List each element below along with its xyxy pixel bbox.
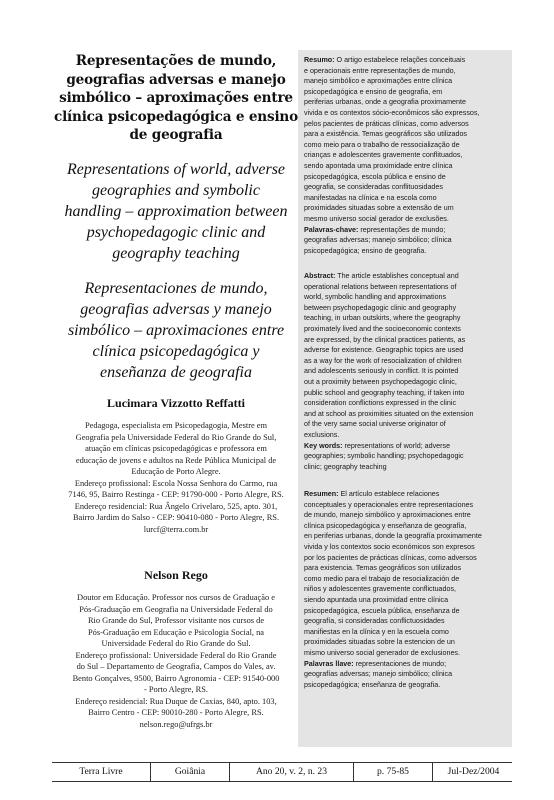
author-bio (52, 420, 300, 535)
abstract-line: niños y adolescentes gravemente conflictuados, (304, 585, 457, 594)
abstract-line: en periferias urbanas, donde la geografía proximamente (304, 532, 482, 541)
author-email[interactable]: lurcf@terra.com.br (143, 524, 209, 534)
abstract-line: como medio para el trabajo de resocialización de (304, 574, 460, 583)
bio-line: Pós-Graduação em Geografia na Universidade Federal do (79, 604, 273, 614)
title-line: Representations of world, adverse (66, 160, 286, 178)
keywords-line: representations of world; adverse (342, 441, 451, 450)
title-english (52, 159, 300, 264)
bio-line: Bairro Centro - CEP: 90010-280 - Porto Alegre, RS. (88, 708, 264, 717)
author-email[interactable]: nelson.rego@ufrgs.br (139, 719, 213, 729)
abstract-line: O artigo estabelece relações conceituais (334, 56, 466, 64)
title-line: Representaciones de mundo, (84, 279, 268, 297)
bio-line: Endereço profissional: Universidade Federal do Rio Grande (75, 650, 277, 660)
keywords-line: clinic; geography teaching (304, 462, 387, 471)
keywords-label: Palavras llave: (304, 659, 354, 668)
abstract-line: manifiestas en la clínica y en la escuela como (304, 627, 449, 636)
title-line: enseñanza de geografia (100, 363, 252, 381)
title-portuguese (52, 52, 300, 145)
abstract-line: pelos pacientes de práticas clínicas, como adversos (304, 119, 469, 128)
abstract-line: crianças e adolescentes gravemente conflituados, (304, 151, 463, 160)
abstract-line: out a proximity between psychopedagogic clinic, (304, 377, 457, 386)
bio-line: Pedagoga, especialista em Psicopedagogia, Mestre em (84, 421, 268, 430)
abstract-line: teaching, in urban outskirts, where the geography (304, 314, 461, 323)
author-bio (52, 592, 300, 730)
bio-line: Doutor em Educação. Professor nos cursos de Graduação e (77, 593, 275, 602)
author-name: Lucimara Vizzotto Reffatti (107, 396, 245, 410)
abstract-line: between psychopedagogic clinic and geography (304, 303, 457, 312)
abstract-line: psicopedagógica, escola pública e ensino de (304, 172, 446, 181)
abstract-line: sendo apontada uma proximidade entre clínica (304, 161, 453, 170)
keywords-line: representações de mundo; (358, 225, 446, 234)
bio-line: Educação de Porto Alegre. (131, 467, 221, 476)
abstract-line: consideration conflictions expressed in the clinic (304, 399, 457, 408)
footer-volume: Ano 20, v. 2, n. 23 (230, 763, 354, 781)
abstract-line: public school and geography teaching, if taken into (304, 388, 465, 397)
bio-line: Endereço residencial: Rua Duque de Caxias, 840, apto. 103, (75, 696, 277, 706)
abstract-line: manifestadas na clínica e na escola como (304, 193, 437, 202)
abstract-line: clínica psicopedagógica y enseñanza de geografía, (304, 521, 467, 530)
bio-line: Endereço residencial: Rua Ângelo Crivelaro, 525, apto. 301, (74, 501, 278, 511)
resumo-block (304, 55, 507, 256)
title-line: geografias adversas y manejo (80, 300, 272, 318)
title-line: geografias adversas e manejo (66, 71, 286, 88)
footer-pages: p. 75-85 (354, 763, 433, 781)
keywords-line: geografías adversas; manejo simbólico; clínica (304, 670, 453, 679)
footer-journal: Terra Livre (52, 763, 151, 781)
bio-line: Bairro Jardim do Salso - CEP: 90410-080 - Porto Alegre, RS. (72, 513, 280, 522)
title-line: geography teaching (112, 244, 240, 262)
journal-footer (52, 762, 512, 782)
abstract-line: are expressed, by the clinical practices patients, as (304, 335, 466, 344)
bio-line: Bento Gonçalves, 9500, Bairro Agronomia - CEP: 91540-000 (72, 673, 280, 683)
abstract-line: manejo simbólico e aproximações entre clínica (304, 77, 453, 86)
title-line: de geografia (129, 127, 223, 143)
bio-line: - Porto Alegre, RS. (144, 685, 208, 694)
abstract-line: conceptuales y operacionales entre representaciones (304, 500, 474, 509)
abstract-line: e operacionais entre representações de mundo, (304, 66, 456, 75)
title-line: handling – approximation between (64, 202, 288, 220)
bio-line: Universidade Federal do Rio Grande do Sul. (101, 639, 251, 648)
abstract-line: proximidades situadas sobre a extensão de um (304, 204, 454, 213)
resumen-label: Resumen: (304, 490, 339, 498)
title-line: Representações de mundo, (75, 53, 277, 69)
abstract-line: proximidades situadas sobre la estencion de un (304, 638, 455, 647)
resumen-block (304, 489, 507, 690)
abstract-line: por los pacientes de prácticas clínicas, como adversos (304, 553, 477, 562)
keywords-line: psicopedagógica; ensino de geografia. (304, 246, 427, 255)
abstract-line: para existencia. Temas geográficos son utilizados (304, 564, 462, 573)
abstract-line: mismo universo social generador de exclusiones. (304, 648, 460, 657)
abstract-line: como meio para o trabalho de ressocialização de (304, 140, 460, 149)
abstract-line: operational relations between representations of (304, 282, 457, 291)
abstract-line: exclusions. (304, 430, 340, 439)
keywords-label: Palavras-chave: (304, 225, 359, 234)
title-line: geographies and symbolic (92, 181, 260, 199)
abstract-line: para a existência. Temas geográficos são utilizados (304, 130, 468, 139)
author-block-1 (52, 396, 300, 535)
abstract-line: The article establishes conceptual and (335, 272, 459, 280)
abstract-line: mesmo universo social gerador de exclusões. (304, 214, 449, 223)
keywords-line: psicopedagógica; enseñanza de geografia. (304, 680, 441, 689)
bio-line: Pós-Graduação em Educação e Psicologia Social, na (87, 627, 265, 637)
abstract-line: as a way for the work of resocialization of children (304, 356, 462, 365)
author-block-2 (52, 568, 300, 730)
abstract-line: psicopedagógica, escuela pública, enseñanza de (304, 606, 460, 615)
keywords-line: geographies; symbolic handling; psychopedagogic (304, 452, 464, 461)
abstract-line: proximately lived and the socioeconomic contexts (304, 324, 461, 333)
bio-line: Geografia pela Universidade Federal do Rio Grande do Sul, (75, 432, 277, 442)
title-line: clínica psicopedagógica e ensino (54, 108, 298, 125)
abstract-line: El artículo establece relaciones (338, 490, 440, 498)
abstract-line: psicopedagógica e ensino de geografia, em (304, 87, 443, 96)
bio-line: Rio Grande do Sul, Professor visitante nos cursos de (87, 616, 265, 625)
abstract-line: world, symbolic handling and approximations (304, 293, 447, 302)
abstract-line: adverse for existence. Geographic topics are used (304, 346, 464, 355)
abstract-line: vivida y los contextos socio económicos son expresos (304, 542, 475, 551)
footer-date: Jul-Dez/2004 (447, 766, 500, 777)
abstract-line: geografia, se consideradas conflituosidades (304, 183, 443, 192)
abstract-line: de mundo, manejo simbólico y aproximaciones entre (304, 511, 471, 520)
title-line: simbólico – aproximaciones entre (67, 321, 285, 339)
title-line: psychopedagogic clinic and (86, 223, 266, 241)
bio-line: educação de jovens e adultos na Rede Pública Municipal de (75, 455, 277, 465)
titles-column (52, 52, 300, 383)
abstract-line: and adolescents seriously in conflict. It is pointed (304, 367, 459, 376)
abstract-line: geografía, si consideradas conflictuosidades (304, 617, 445, 626)
title-line: clínica psicopedagógica y (92, 342, 260, 360)
abstract-label: Abstract: (304, 272, 336, 280)
abstract-line: siendo apuntada una proximidad entre clínica (304, 595, 449, 604)
abstract-line: vivida e os contextos sócio-econômicos são expressos, (304, 108, 480, 117)
keywords-label: Key words: (304, 441, 343, 450)
title-spanish (52, 278, 300, 383)
resumo-label: Resumo: (304, 56, 335, 64)
bio-line: 7146, 95, Bairro Restinga - CEP: 91790-000 - Porto Alegre, RS. (68, 490, 284, 499)
abstracts-panel (298, 50, 512, 747)
bio-line: Endereço profissional: Escola Nossa Senhora do Carmo, rua (74, 478, 278, 488)
abstract-block (304, 271, 507, 472)
author-name: Nelson Rego (144, 568, 208, 582)
keywords-line: representaciones de mundo; (353, 659, 447, 668)
bio-line: atuação em clínicas psicopedagógicas e professora em (85, 444, 267, 453)
abstract-line: and at school as proximities situated on the extension (304, 409, 474, 418)
footer-city: Goiânia (151, 763, 230, 781)
abstract-line: periferias urbanas, onde a geografia proximamente (304, 98, 466, 107)
keywords-line: geografias adversas; manejo simbólico; clínica (304, 236, 452, 245)
bio-line: do Sul – Departamento de Geografia, Campos do Vales, av. (76, 662, 276, 671)
abstract-line: of the very same social universe originator of (304, 420, 446, 429)
title-line: simbólico – aproximações entre (59, 90, 293, 106)
